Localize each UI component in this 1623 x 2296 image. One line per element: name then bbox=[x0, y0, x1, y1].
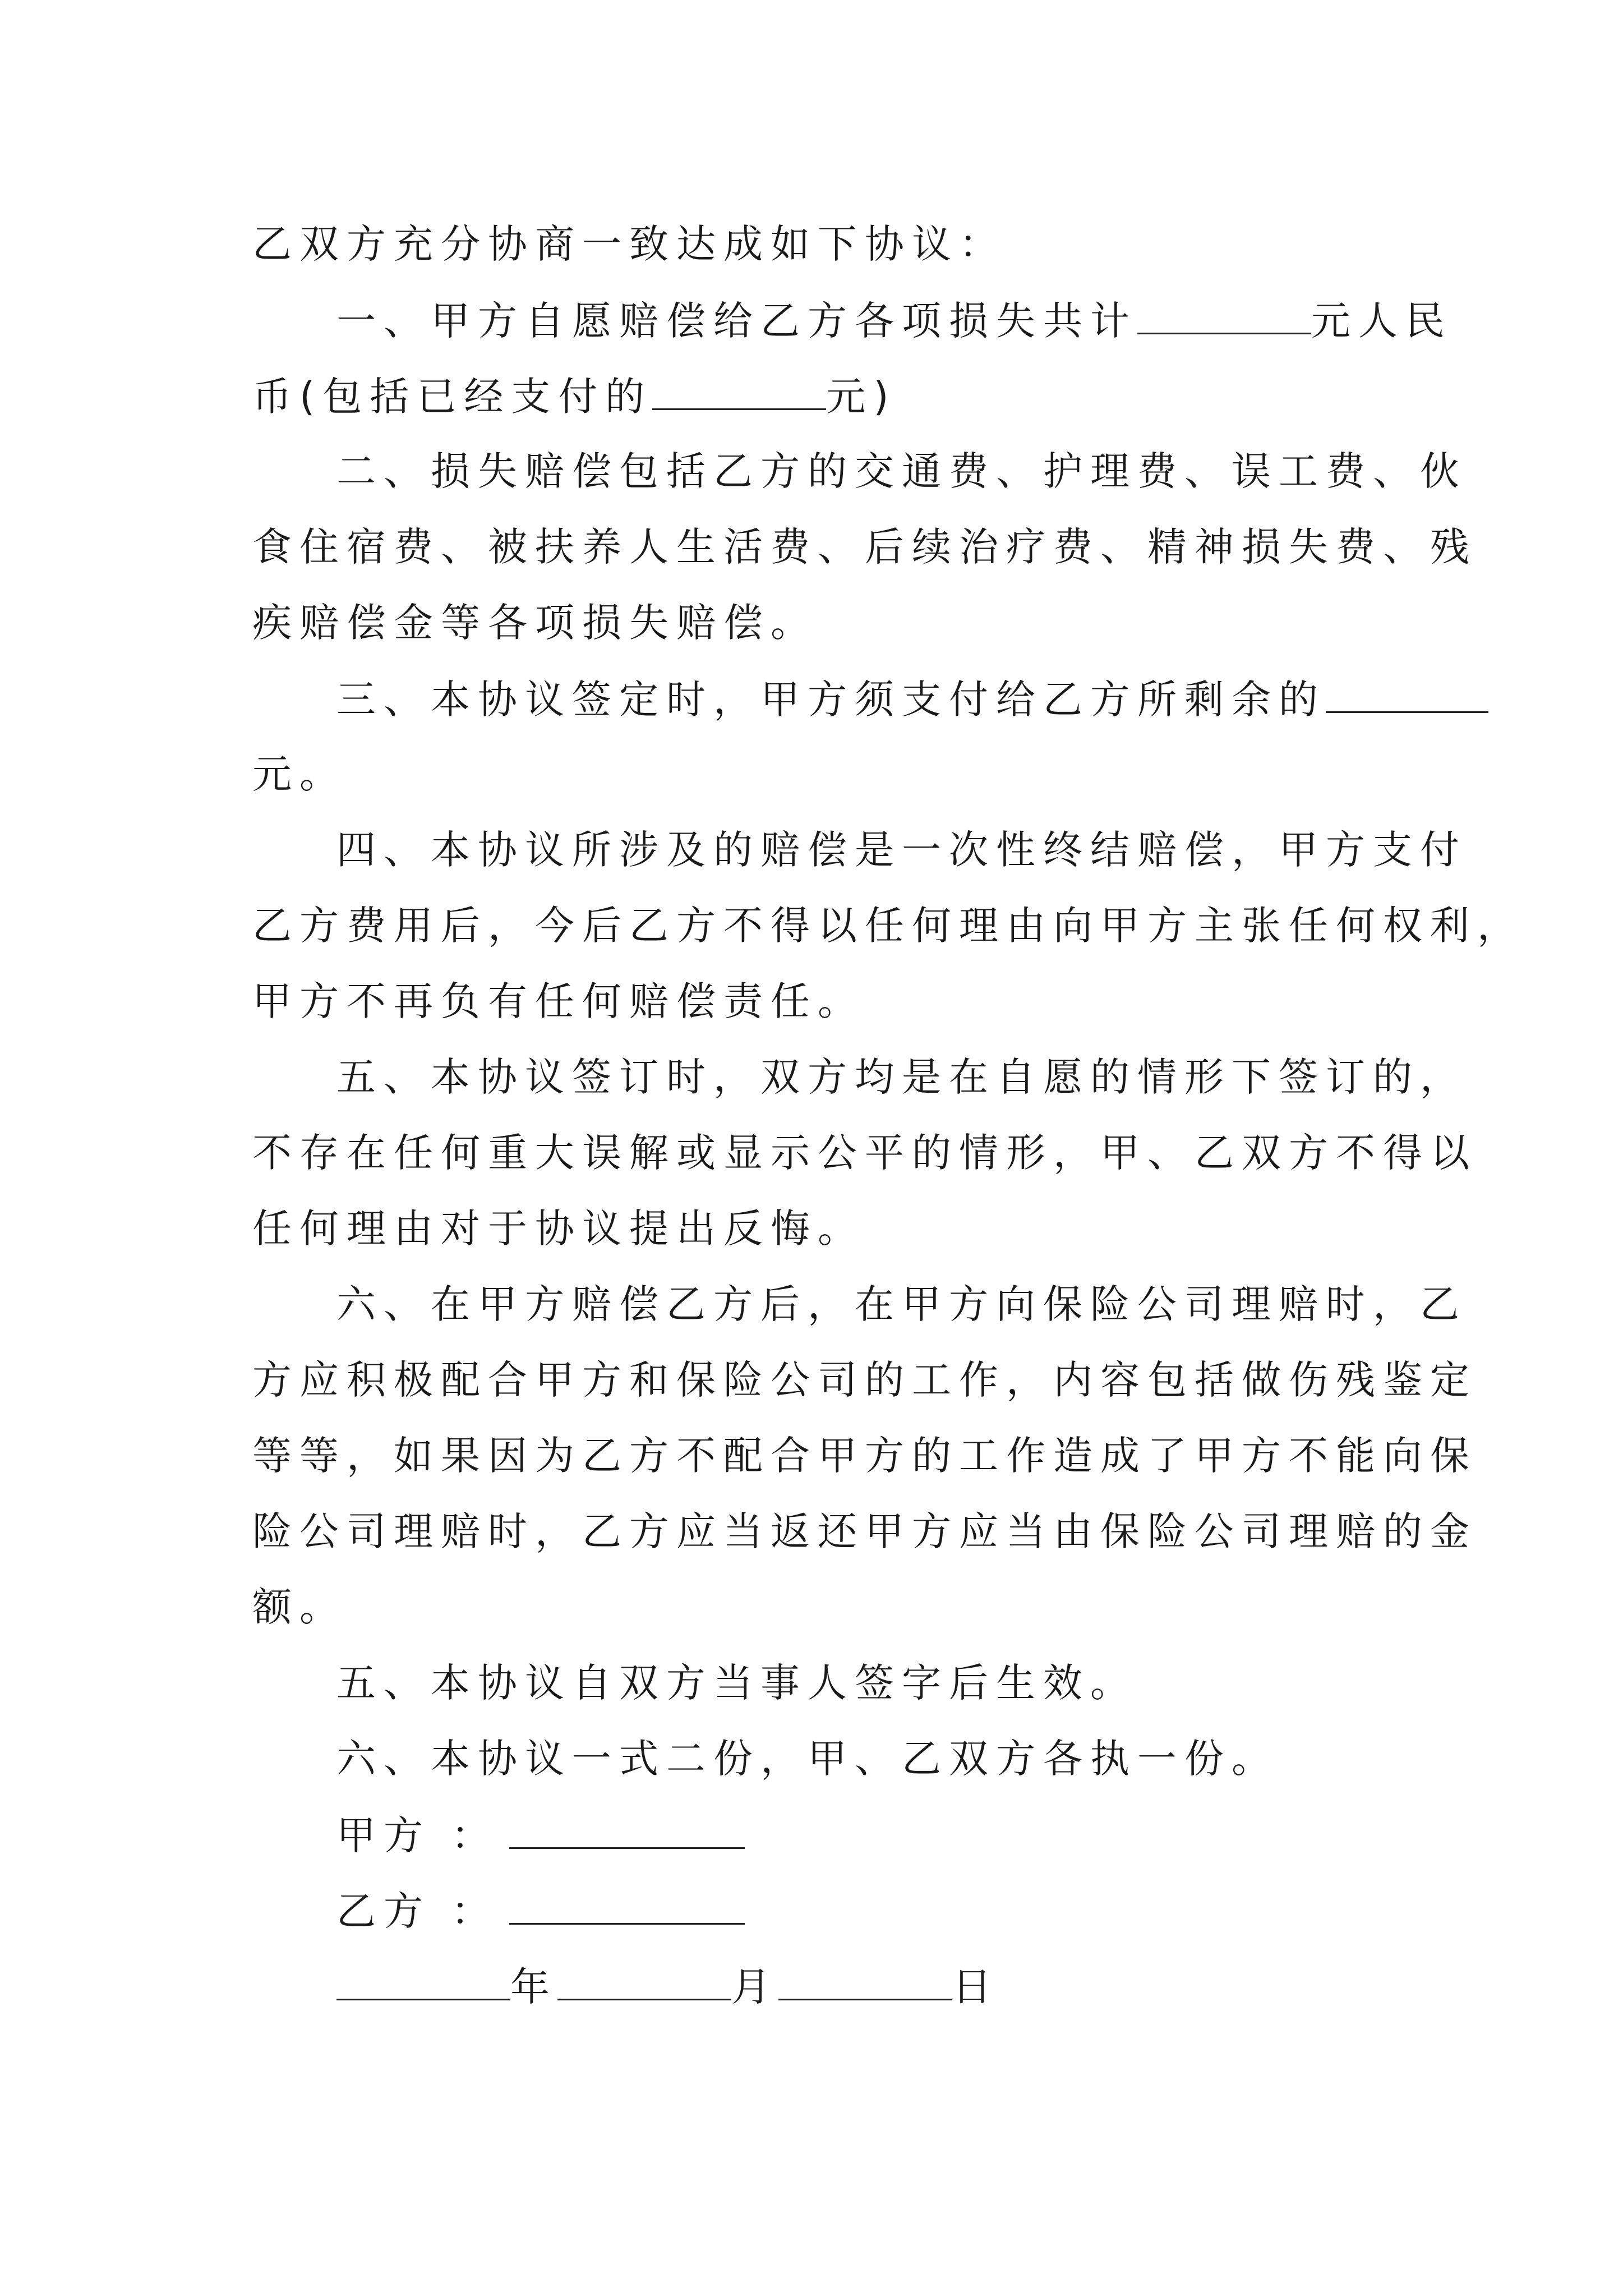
clause-2-line-2: 食住宿费、被扶养人生活费、后续治疗费、精神损失费、残 bbox=[252, 524, 1477, 570]
clause-6-line-2: 方应积极配合甲方和保险公司的工作，内容包括做伤残鉴定 bbox=[252, 1357, 1477, 1403]
clause-5-line-1: 五、本协议签订时，双方均是在自愿的情形下签订的， bbox=[336, 1054, 1467, 1100]
clause-3-line-1: 三、本协议签定时，甲方须支付给乙方所剩余的 bbox=[336, 679, 1488, 719]
clause-5-line-2: 不存在任何重大误解或显示公平的情形，甲、乙双方不得以 bbox=[252, 1130, 1477, 1176]
clause-4-line-1: 四、本协议所涉及的赔偿是一次性终结赔偿，甲方支付 bbox=[336, 827, 1467, 873]
year-blank bbox=[336, 1966, 510, 2000]
clause-4-line-3: 甲方不再负有任何赔偿责任。 bbox=[252, 978, 865, 1024]
date-line: 年 月 日 bbox=[336, 1966, 999, 2007]
clause-6-line-1: 六、在甲方赔偿乙方后，在甲方向保险公司理赔时，乙 bbox=[336, 1281, 1467, 1327]
month-blank bbox=[557, 1966, 731, 2000]
clause-5-line-3: 任何理由对于协议提出反悔。 bbox=[252, 1205, 865, 1251]
party-a-signature-blank bbox=[509, 1815, 745, 1849]
party-b-signature-line: 乙方 ： bbox=[336, 1890, 745, 1931]
amount-remaining-blank bbox=[1326, 679, 1488, 713]
amount-total-blank bbox=[1137, 300, 1311, 334]
day-blank bbox=[778, 1966, 952, 2000]
clause-3-line-2: 元。 bbox=[252, 751, 347, 797]
clause-1-line-1: 一、甲方自愿赔偿给乙方各项损失共计 元人民 bbox=[336, 298, 1453, 344]
clause-8-line: 六、本协议一式二份，甲、乙双方各执一份。 bbox=[336, 1736, 1279, 1782]
clause-2-line-1: 二、损失赔偿包括乙方的交通费、护理费、误工费、伙 bbox=[336, 448, 1467, 494]
intro-line: 乙双方充分协商一致达成如下协议： bbox=[252, 221, 1006, 267]
clause-4-line-2: 乙方费用后，今后乙方不得以任何理由向甲方主张任何权利， bbox=[252, 903, 1524, 949]
clause-6-line-4: 险公司理赔时，乙方应当返还甲方应当由保险公司理赔的金 bbox=[252, 1508, 1477, 1554]
clause-6-line-3: 等等，如果因为乙方不配合甲方的工作造成了甲方不能向保 bbox=[252, 1433, 1477, 1479]
amount-paid-blank bbox=[652, 376, 826, 410]
clause-7-line: 五、本协议自双方当事人签字后生效。 bbox=[336, 1660, 1137, 1706]
party-b-signature-blank bbox=[509, 1890, 745, 1925]
party-a-signature-line: 甲方 ： bbox=[336, 1815, 745, 1855]
clause-2-line-3: 疾赔偿金等各项损失赔偿。 bbox=[252, 600, 818, 646]
clause-1-line-2: 币(包括已经支付的 元) bbox=[252, 374, 897, 420]
clause-6-line-5: 额。 bbox=[252, 1584, 347, 1630]
